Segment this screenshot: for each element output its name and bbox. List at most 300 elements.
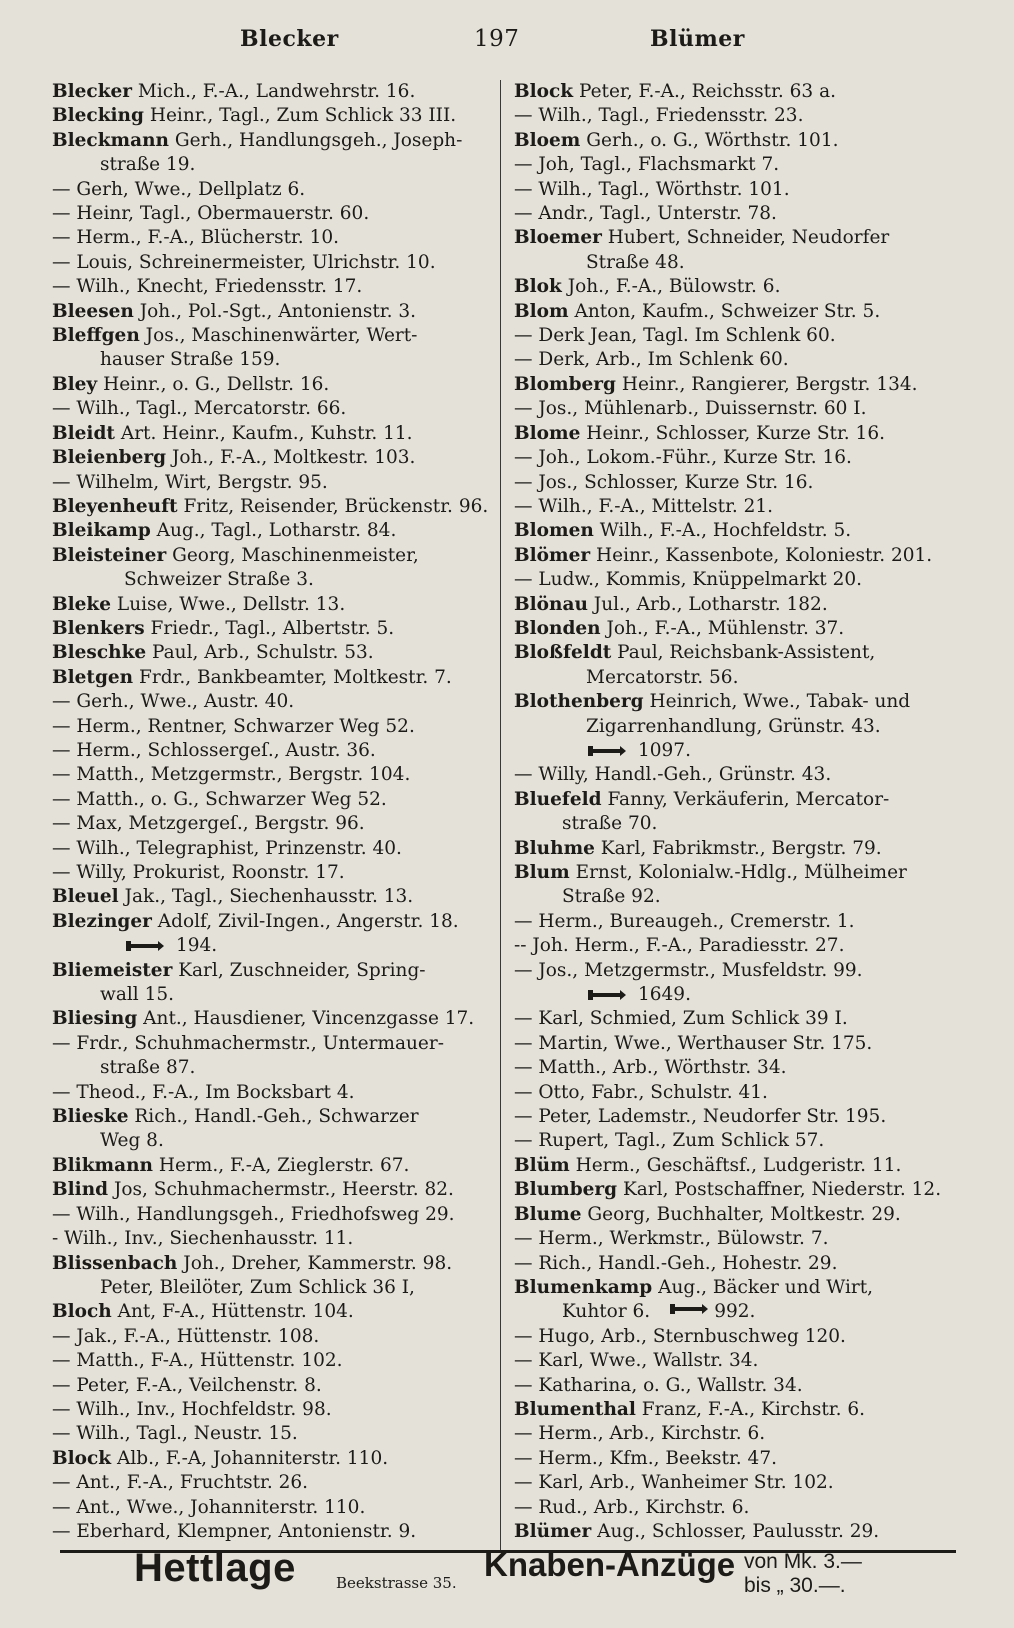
- entry-text: Joh., F.-A., Bülowstr. 6.: [561, 276, 781, 298]
- directory-entry: [52, 422, 494, 446]
- directory-entry: [514, 1447, 954, 1471]
- entry-surname: Blecker: [52, 81, 133, 102]
- entry-text: — Jos., Mühlenarb., Duissernstr. 60 I.: [514, 398, 867, 420]
- entry-surname: Blumenkamp: [514, 1276, 653, 1298]
- entry-text: -- Joh. Herm., F.-A., Paradiesstr. 27.: [514, 935, 845, 957]
- entry-text: — Hugo, Arb., Sternbuschweg 120.: [514, 1325, 846, 1347]
- directory-entry: [52, 568, 494, 592]
- directory-entry: [514, 153, 954, 177]
- entry-text: — Derk, Arb., Im Schlenk 60.: [514, 349, 789, 371]
- entry-text: — Ant., F.-A., Fruchtstr. 26.: [52, 1472, 309, 1494]
- entry-text: Peter, Bleilöter, Zum Schlick 36 I,: [100, 1276, 415, 1298]
- directory-entry: [52, 1081, 494, 1105]
- entry-text: — Joh., Lokom.-Führ., Kurze Str. 16.: [514, 447, 852, 469]
- entry-surname: Bloch: [52, 1301, 112, 1323]
- entry-surname: Bluhme: [514, 837, 595, 859]
- entry-surname: Block: [52, 1447, 112, 1469]
- entry-surname: Blenkers: [52, 617, 145, 639]
- directory-entry: [52, 1496, 494, 1520]
- entry-surname: Bleesen: [52, 300, 134, 322]
- directory-entry: [514, 1081, 954, 1105]
- directory-entry: [514, 568, 954, 592]
- entry-text: Aug., Bäcker und Wirt,: [652, 1276, 874, 1298]
- entry-text: Jos., Maschinenwärter, Wert-: [139, 325, 418, 347]
- directory-entry: [52, 1178, 494, 1202]
- entry-text: Mercatorstr. 56.: [586, 666, 739, 688]
- entry-text: — Matth., Metzgermstr., Bergstr. 104.: [52, 764, 411, 786]
- entry-text: — Herm., Rentner, Schwarzer Weg 52.: [52, 715, 415, 737]
- directory-entry: [514, 690, 954, 714]
- entry-surname: Bloßfeldt: [514, 642, 612, 664]
- entry-surname: Bleikamp: [52, 520, 151, 542]
- entry-surname: Blume: [514, 1203, 582, 1225]
- entry-text: — Jak., F.-A., Hüttenstr. 108.: [52, 1325, 320, 1347]
- entry-surname: Blönau: [514, 593, 588, 615]
- directory-entry: [514, 422, 954, 446]
- directory-entry: [52, 739, 494, 763]
- entry-text: Joh., F.-A., Mühlenstr. 37.: [600, 617, 845, 639]
- entry-surname: Blum: [514, 862, 570, 883]
- entry-surname: Bleisteiner: [52, 544, 167, 566]
- directory-entry: [514, 226, 954, 250]
- entry-text: — Rupert, Tagl., Zum Schlick 57.: [514, 1130, 825, 1152]
- entry-surname: Blüm: [514, 1154, 570, 1176]
- entry-surname: Bleuel: [52, 886, 119, 908]
- directory-entry: [52, 1252, 494, 1276]
- directory-entry: [52, 153, 494, 177]
- entry-text: — Max, Metzgergeſ., Bergstr. 96.: [52, 813, 365, 835]
- directory-entry: [514, 1227, 954, 1251]
- directory-entry: [514, 129, 954, 153]
- directory-entry: [514, 446, 954, 470]
- directory-entry: [52, 104, 494, 128]
- entry-text: Alb., F.-A, Johanniterstr. 110.: [111, 1447, 389, 1469]
- telephone-icon: [586, 987, 632, 1003]
- entry-text: — Jos., Schlosser, Kurze Str. 16.: [514, 471, 814, 493]
- entry-text: Heinr., Rangierer, Bergstr. 134.: [615, 373, 918, 395]
- entry-surname: Blomberg: [514, 373, 616, 395]
- directory-entry: [514, 1129, 954, 1153]
- directory-entry: [514, 80, 954, 104]
- directory-entry: [52, 1349, 494, 1373]
- directory-entry: [52, 80, 494, 104]
- directory-entry: [52, 763, 494, 787]
- directory-entry: [514, 812, 954, 836]
- entry-text: Friedr., Tagl., Albertstr. 5.: [144, 617, 395, 639]
- entry-surname: Blieske: [52, 1106, 129, 1128]
- entry-text: — Gerh, Wwe., Dellplatz 6.: [52, 178, 306, 200]
- entry-text: Joh., F.-A., Moltkestr. 103.: [166, 447, 416, 469]
- directory-entry: [52, 1203, 494, 1227]
- entry-text: — Peter, Lademstr., Neudorfer Str. 195.: [514, 1106, 887, 1128]
- directory-entry: [514, 471, 954, 495]
- directory-entry: [514, 1154, 954, 1178]
- entry-text: Wilh., F.-A., Hochfeldstr. 5.: [593, 520, 852, 542]
- entry-surname: Blome: [514, 422, 581, 444]
- entry-text: Heinr., Tagl., Zum Schlick 33 III.: [143, 105, 457, 127]
- phone-line: [514, 739, 954, 763]
- entry-text: Anton, Kaufm., Schweizer Str. 5.: [568, 300, 881, 322]
- entry-text: Joh., Dreher, Kammerstr. 98.: [177, 1252, 453, 1274]
- directory-entry: [52, 861, 494, 885]
- directory-entry: [514, 519, 954, 543]
- phone-number: 992.: [714, 1301, 756, 1323]
- directory-entry: [514, 1007, 954, 1031]
- directory-entry: [514, 397, 954, 421]
- entry-text: — Willy, Handl.-Geh., Grünstr. 43.: [514, 764, 832, 786]
- entry-surname: Bleke: [52, 593, 112, 615]
- left-column: [52, 80, 494, 1544]
- directory-entry: [514, 763, 954, 787]
- directory-entry: [514, 788, 954, 812]
- entry-text: — Louis, Schreinermeister, Ulrichstr. 10.: [52, 251, 436, 273]
- directory-entry: [514, 202, 954, 226]
- directory-entry: [52, 1227, 494, 1251]
- entry-text: straße 19.: [100, 154, 196, 176]
- directory-entry: [52, 1129, 494, 1153]
- entry-text: Straße 92.: [562, 886, 661, 908]
- directory-entry: [52, 251, 494, 275]
- directory-entry: [514, 1032, 954, 1056]
- directory-entry: [52, 275, 494, 299]
- entry-text: Jos, Schuhmachermstr., Heerstr. 82.: [108, 1179, 454, 1201]
- directory-entry: [514, 666, 954, 690]
- entry-surname: Blind: [52, 1179, 109, 1201]
- directory-entry: [514, 1300, 954, 1324]
- entry-text: Heinrich, Wwe., Tabak- und: [643, 691, 911, 713]
- entry-text: Herm., Geschäftsf., Ludgeristr. 11.: [569, 1154, 902, 1176]
- entry-surname: Blok: [514, 276, 562, 298]
- ad-brand: Hettlage: [134, 1546, 296, 1590]
- entry-text: — Frdr., Schuhmachermstr., Untermauer-: [52, 1032, 444, 1054]
- entry-text: — Wilh., Knecht, Friedensstr. 17.: [52, 276, 363, 298]
- directory-entry: [52, 910, 494, 934]
- entry-text: Straße 48.: [586, 251, 685, 273]
- directory-entry: [514, 715, 954, 739]
- entry-text: Schweizer Straße 3.: [124, 569, 314, 591]
- entry-text: — Willy, Prokurist, Roonstr. 17.: [52, 862, 345, 883]
- directory-entry: [514, 837, 954, 861]
- directory-entry: [514, 910, 954, 934]
- entry-text: Weg 8.: [100, 1130, 164, 1152]
- entry-text: — Eberhard, Klempner, Antonienstr. 9.: [52, 1520, 417, 1542]
- directory-entry: [52, 226, 494, 250]
- directory-entry: [52, 1471, 494, 1495]
- directory-entry: [514, 959, 954, 983]
- directory-entry: [514, 324, 954, 348]
- entry-surname: Blecking: [52, 105, 144, 127]
- phone-number: 1649.: [638, 984, 691, 1006]
- entry-text: Hubert, Schneider, Neudorfer: [601, 227, 890, 249]
- entry-text: — Wilhelm, Wirt, Bergstr. 95.: [52, 471, 328, 493]
- directory-entry: [52, 1007, 494, 1031]
- entry-text: Heinr., Schlosser, Kurze Str. 16.: [580, 422, 885, 444]
- entry-text: Frdr., Bankbeamter, Moltkestr. 7.: [133, 666, 452, 688]
- entry-text: wall 15.: [100, 984, 174, 1006]
- directory-entry: [52, 1325, 494, 1349]
- entry-surname: Blom: [514, 300, 569, 322]
- entry-text: Karl, Zuschneider, Spring-: [172, 959, 426, 981]
- directory-entry: [514, 1374, 954, 1398]
- directory-entry: [514, 1178, 954, 1202]
- entry-text: Zigarrenhandlung, Grünstr. 43.: [586, 715, 881, 737]
- entry-surname: Blissenbach: [52, 1252, 178, 1274]
- ad-product: Knaben-Anzüge: [484, 1546, 736, 1583]
- entry-text: — Wilh., Tagl., Mercatorstr. 66.: [52, 398, 347, 420]
- directory-entry: [52, 446, 494, 470]
- entry-text: Rich., Handl.-Geh., Schwarzer: [128, 1106, 419, 1128]
- entry-text: Gerh., Handlungsgeh., Joseph-: [168, 129, 463, 151]
- directory-entry: [514, 934, 954, 958]
- entry-text: — Heinr, Tagl., Obermauerstr. 60.: [52, 203, 370, 225]
- entry-text: Paul, Arb., Schulstr. 53.: [146, 642, 374, 664]
- entry-text: Luise, Wwe., Dellstr. 13.: [111, 593, 346, 615]
- directory-entry: [514, 300, 954, 324]
- column-divider: [500, 80, 501, 1550]
- entry-text: — Rud., Arb., Kirchstr. 6.: [514, 1496, 750, 1518]
- ad-price: [744, 1550, 862, 1598]
- entry-text: — Wilh., Inv., Hochfeldstr. 98.: [52, 1398, 332, 1420]
- entry-text: — Rich., Handl.-Geh., Hohestr. 29.: [514, 1252, 838, 1274]
- header-right-keyword: Blümer: [650, 26, 745, 52]
- entry-text: — Otto, Fabr., Schulstr. 41.: [514, 1081, 768, 1103]
- entry-surname: Bliesing: [52, 1008, 138, 1030]
- entry-text: — Theod., F.-A., Im Bocksbart 4.: [52, 1081, 355, 1103]
- entry-text: Herm., F.-A, Zieglerstr. 67.: [152, 1154, 410, 1176]
- entry-surname: Blumberg: [514, 1179, 618, 1201]
- entry-surname: Blümer: [514, 1520, 592, 1542]
- ad-address: Beekstrasse 35.: [336, 1574, 457, 1592]
- directory-entry: [52, 641, 494, 665]
- entry-surname: Bloemer: [514, 227, 602, 249]
- entry-text: Ernst, Kolonialw.-Hdlg., Mülheimer: [569, 862, 907, 883]
- directory-entry: [52, 690, 494, 714]
- entry-surname: Bleienberg: [52, 447, 167, 469]
- entry-text: — Ant., Wwe., Johanniterstr. 110.: [52, 1496, 366, 1518]
- directory-entry: [514, 1422, 954, 1446]
- entry-text: — Matth., Arb., Wörthstr. 34.: [514, 1057, 787, 1079]
- entry-text: hauser Straße 159.: [100, 349, 281, 371]
- entry-text: — Wilh., Tagl., Friedensstr. 23.: [514, 105, 804, 127]
- entry-text: Franz, F.-A., Kirchstr. 6.: [635, 1398, 866, 1420]
- entry-surname: Blikmann: [52, 1154, 153, 1176]
- entry-text: — Matth., F-A., Hüttenstr. 102.: [52, 1350, 343, 1372]
- entry-text: — Katharina, o. G., Wallstr. 34.: [514, 1374, 803, 1396]
- directory-entry: [514, 641, 954, 665]
- entry-text: — Wilh., Tagl., Wörthstr. 101.: [514, 178, 790, 200]
- directory-entry: [52, 837, 494, 861]
- entry-text: — Karl, Schmied, Zum Schlick 39 I.: [514, 1008, 848, 1030]
- entry-surname: Bletgen: [52, 666, 134, 688]
- directory-entry: [52, 495, 494, 519]
- entry-text: Gerh., o. G., Wörthstr. 101.: [580, 129, 839, 151]
- directory-entry: [514, 1105, 954, 1129]
- entry-text: — Peter, F.-A., Veilchenstr. 8.: [52, 1374, 322, 1396]
- entry-text: — Herm., Kfm., Beekstr. 47.: [514, 1447, 777, 1469]
- entry-text: Aug., Tagl., Lotharstr. 84.: [150, 520, 397, 542]
- directory-entry: [514, 251, 954, 275]
- entry-text: Fritz, Reisender, Brückenstr. 96.: [177, 495, 489, 517]
- entry-text: Georg, Buchhalter, Moltkestr. 29.: [581, 1203, 901, 1225]
- directory-entry: [514, 544, 954, 568]
- entry-text: — Wilh., Telegraphist, Prinzenstr. 40.: [52, 837, 402, 859]
- directory-entry: [514, 178, 954, 202]
- entry-text: — Derk Jean, Tagl. Im Schlenk 60.: [514, 325, 836, 347]
- entry-surname: Bluefeld: [514, 788, 602, 810]
- directory-entry: [52, 1422, 494, 1446]
- directory-entry: [514, 1471, 954, 1495]
- entry-surname: Blomen: [514, 520, 594, 542]
- directory-entry: [52, 202, 494, 226]
- page-number: 197: [474, 26, 520, 52]
- entry-text: — Karl, Arb., Wanheimer Str. 102.: [514, 1472, 834, 1494]
- ad-price-from: von Mk. 3.—: [744, 1550, 862, 1573]
- phone-number: 194.: [176, 935, 218, 957]
- directory-entry: [52, 1520, 494, 1544]
- entry-text: Heinr., o. G., Dellstr. 16.: [97, 373, 330, 395]
- directory-entry: [52, 300, 494, 324]
- entry-text: — Matth., o. G., Schwarzer Weg 52.: [52, 788, 387, 810]
- entry-text: Mich., F.-A., Landwehrstr. 16.: [132, 81, 416, 102]
- directory-entry: [52, 885, 494, 909]
- directory-entry: [514, 861, 954, 885]
- directory-entry: [514, 373, 954, 397]
- entry-text: Jak., Tagl., Siechenhausstr. 13.: [118, 886, 414, 908]
- entry-text: — Herm., Arb., Kirchstr. 6.: [514, 1423, 766, 1445]
- directory-entry: [52, 983, 494, 1007]
- directory-entry: [514, 275, 954, 299]
- directory-entry: [514, 1276, 954, 1300]
- directory-entry: [52, 1154, 494, 1178]
- directory-entry: [52, 348, 494, 372]
- entry-text: Joh., Pol.-Sgt., Antonienstr. 3.: [133, 300, 417, 322]
- directory-entry: [52, 1032, 494, 1056]
- directory-entry: [514, 1398, 954, 1422]
- entry-surname: Bleffgen: [52, 325, 140, 347]
- entry-text: — Joh, Tagl., Flachsmarkt 7.: [514, 154, 780, 176]
- entry-text: Heinr., Kassenbote, Koloniestr. 201.: [590, 544, 933, 566]
- entry-surname: Blothenberg: [514, 691, 644, 713]
- directory-entry: [52, 1276, 494, 1300]
- entry-text: Adolf, Zivil-Ingen., Angerstr. 18.: [151, 910, 459, 932]
- directory-entry: [52, 1374, 494, 1398]
- directory-entry: [514, 1252, 954, 1276]
- entry-surname: Blumenthal: [514, 1398, 636, 1420]
- entry-text: — Karl, Wwe., Wallstr. 34.: [514, 1350, 759, 1372]
- entry-text: straße 87.: [100, 1057, 196, 1079]
- directory-entry: [52, 1105, 494, 1129]
- directory-entry: [52, 1300, 494, 1324]
- directory-entry: [514, 1056, 954, 1080]
- entry-text: — Andr., Tagl., Unterstr. 78.: [514, 203, 777, 225]
- entry-text: Karl, Postschaffner, Niederstr. 12.: [617, 1179, 942, 1201]
- phone-line: [514, 983, 954, 1007]
- directory-entry: [52, 471, 494, 495]
- entry-text: — Gerh., Wwe., Austr. 40.: [52, 691, 295, 713]
- entry-surname: Bleckmann: [52, 129, 169, 151]
- entry-text: — Martin, Wwe., Werthauser Str. 175.: [514, 1032, 873, 1054]
- phone-line: [52, 934, 494, 958]
- entry-surname: Blezinger: [52, 910, 152, 932]
- directory-entry: [52, 715, 494, 739]
- directory-entry: [514, 348, 954, 372]
- entry-text: Kuhtor 6.: [562, 1301, 651, 1323]
- entry-text: — Ludw., Kommis, Knüppelmarkt 20.: [514, 569, 862, 591]
- entry-text: — Herm., Werkmstr., Bülowstr. 7.: [514, 1228, 829, 1250]
- entry-surname: Bliemeister: [52, 959, 173, 981]
- directory-entry: [514, 1349, 954, 1373]
- entry-text: straße 70.: [562, 813, 658, 835]
- directory-entry: [52, 666, 494, 690]
- entry-text: - Wilh., Inv., Siechenhausstr. 11.: [52, 1228, 354, 1250]
- entry-text: — Herm., F.-A., Blücherstr. 10.: [52, 227, 339, 249]
- directory-entry: [52, 593, 494, 617]
- entry-text: — Herm., Bureaugeh., Cremerstr. 1.: [514, 910, 855, 932]
- directory-entry: [52, 397, 494, 421]
- directory-entry: [52, 617, 494, 641]
- entry-text: Paul, Reichsbank-Assistent,: [611, 642, 876, 664]
- directory-entry: [514, 1496, 954, 1520]
- directory-entry: [52, 544, 494, 568]
- directory-entry: [514, 1325, 954, 1349]
- entry-surname: Blonden: [514, 617, 601, 639]
- entry-text: Georg, Maschinenmeister,: [166, 544, 419, 566]
- directory-entry: [52, 129, 494, 153]
- entry-text: Art. Heinr., Kaufm., Kuhstr. 11.: [114, 422, 413, 444]
- entry-text: — Wilh., F.-A., Mittelstr. 21.: [514, 495, 774, 517]
- entry-surname: Bloem: [514, 129, 581, 151]
- inline-phone: [668, 1301, 755, 1322]
- entry-text: Ant., Hausdiener, Vincenzgasse 17.: [137, 1008, 475, 1030]
- phone-number: 1097.: [638, 739, 691, 761]
- header-left-keyword: Blecker: [240, 26, 339, 52]
- entry-surname: Bleyenheuft: [52, 495, 178, 517]
- directory-entry: [52, 1056, 494, 1080]
- entry-text: — Herm., Schlossergeſ., Austr. 36.: [52, 739, 376, 761]
- directory-entry: [52, 519, 494, 543]
- directory-entry: [52, 812, 494, 836]
- entry-surname: Blömer: [514, 544, 591, 566]
- entry-text: Ant, F-A., Hüttenstr. 104.: [111, 1301, 354, 1323]
- directory-entry: [52, 788, 494, 812]
- ad-price-to: bis „ 30.—.: [744, 1574, 846, 1597]
- telephone-icon: [586, 743, 632, 759]
- directory-entry: [514, 495, 954, 519]
- directory-entry: [52, 959, 494, 983]
- directory-entry: [52, 324, 494, 348]
- directory-entry: [514, 104, 954, 128]
- entry-text: Fanny, Verkäuferin, Mercator-: [601, 788, 890, 810]
- entry-text: — Wilh., Tagl., Neustr. 15.: [52, 1423, 298, 1445]
- directory-entry: [514, 593, 954, 617]
- entry-text: Jul., Arb., Lotharstr. 182.: [587, 593, 828, 615]
- entry-surname: Bleschke: [52, 642, 147, 664]
- entry-surname: Bley: [52, 373, 98, 395]
- directory-entry: [52, 178, 494, 202]
- entry-text: Karl, Fabrikmstr., Bergstr. 79.: [594, 837, 882, 859]
- entry-surname: Bleidt: [52, 422, 115, 444]
- directory-entry: [52, 373, 494, 397]
- directory-entry: [514, 617, 954, 641]
- directory-entry: [52, 1398, 494, 1422]
- directory-entry: [514, 1203, 954, 1227]
- directory-entry: [52, 1447, 494, 1471]
- right-column: [514, 80, 954, 1544]
- entry-text: — Wilh., Handlungsgeh., Friedhofsweg 29.: [52, 1203, 455, 1225]
- telephone-icon: [124, 938, 170, 954]
- directory-entry: [514, 1520, 954, 1544]
- entry-text: — Jos., Metzgermstr., Musfeldstr. 99.: [514, 959, 863, 981]
